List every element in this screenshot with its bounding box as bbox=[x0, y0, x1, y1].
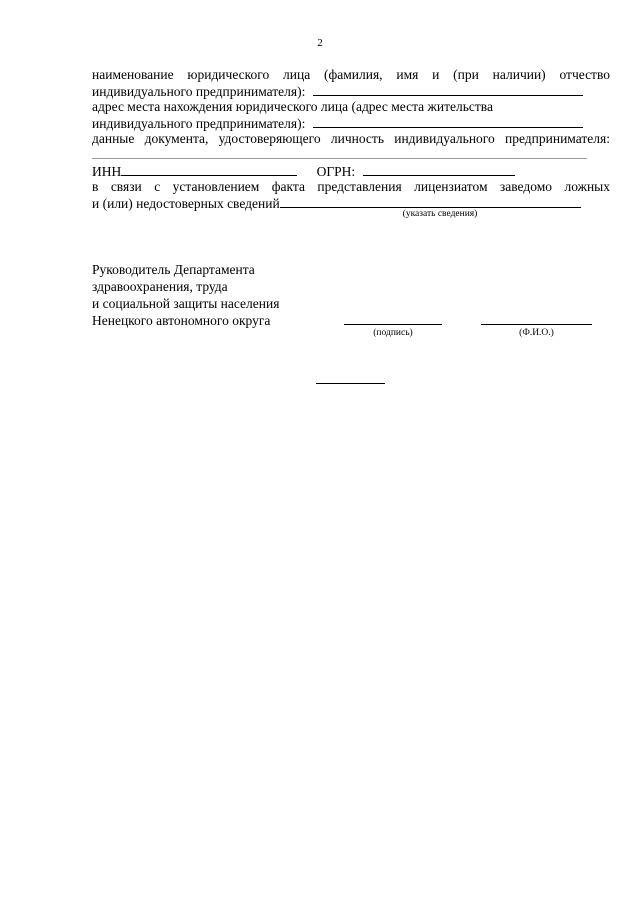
ogrn-fill-line[interactable] bbox=[363, 163, 515, 176]
entrepreneur-address-row bbox=[92, 115, 610, 132]
entrepreneur-address-label: индивидуального предпринимателя): bbox=[92, 116, 306, 131]
entrepreneur-name-row bbox=[92, 83, 610, 100]
org-name-label bbox=[92, 67, 610, 83]
id-document-fill-line[interactable] bbox=[92, 158, 587, 159]
specify-hint: (указать сведения) bbox=[402, 209, 478, 219]
id-document-text: данные документа, удостоверяющего личность индивидуального предпринимателя: bbox=[92, 131, 610, 146]
reason-text: в связи с установлением факта представления лицензиатом заведомо ложных bbox=[92, 179, 610, 194]
signatory-line-3: и социальной защиты населения bbox=[92, 296, 280, 311]
inn-fill-line[interactable] bbox=[121, 163, 297, 176]
closing-rule bbox=[316, 383, 385, 384]
false-info-label: и (или) недостоверных сведений bbox=[92, 196, 280, 211]
signature-fill-line[interactable] bbox=[344, 324, 442, 325]
ogrn-label: ОГРН: bbox=[316, 164, 356, 179]
org-name-text: наименование юридического лица (фамилия, имя и (при наличии) отчество bbox=[92, 67, 610, 82]
org-name-fill-line[interactable] bbox=[313, 83, 583, 96]
id-document-label bbox=[92, 131, 610, 147]
signatory-line-4: Ненецкого автономного округа bbox=[92, 313, 271, 328]
page-number: 2 bbox=[317, 37, 323, 49]
fio-hint: (Ф.И.О.) bbox=[519, 328, 554, 338]
signatory-line-2: здравоохранения, труда bbox=[92, 279, 228, 294]
entrepreneur-name-label: индивидуального предпринимателя): bbox=[92, 84, 306, 99]
address-text: адрес места нахождения юридического лица (адрес места жительства bbox=[92, 99, 493, 114]
signatory-line-1: Руководитель Департамента bbox=[92, 262, 255, 277]
inn-label: ИНН bbox=[92, 164, 122, 179]
fio-fill-line[interactable] bbox=[481, 324, 592, 325]
false-info-fill-line[interactable] bbox=[280, 195, 581, 208]
address-fill-line[interactable] bbox=[313, 115, 583, 128]
address-label bbox=[92, 99, 610, 115]
reason-label bbox=[92, 179, 610, 195]
inn-ogrn-row bbox=[92, 163, 610, 180]
signature-hint: (подпись) bbox=[373, 328, 413, 338]
false-info-row bbox=[92, 195, 610, 212]
